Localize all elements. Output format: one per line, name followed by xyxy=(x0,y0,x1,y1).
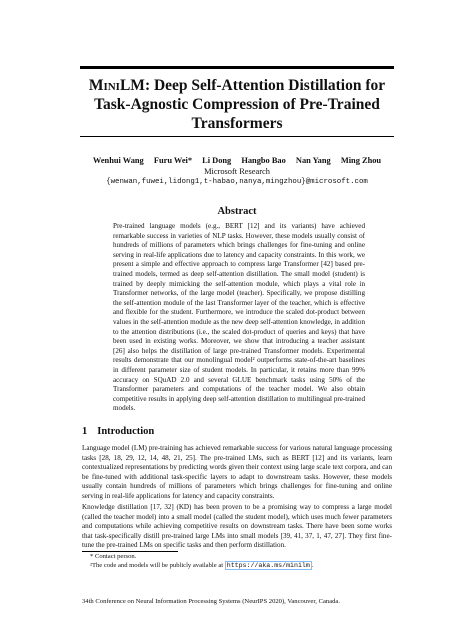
author-name: Li Dong xyxy=(202,156,232,165)
abstract-heading: Abstract xyxy=(217,206,257,217)
abstract-text: Pre-trained language models (e.g., BERT [12] and its variants) have achieved remarkable success in varieties of NLP tasks. However, these models usually consist of hundreds of millions of parameters which brings challenges for fine-tuning and online serving in real-life applications due to latency and capacity constraints. In this work, we present a simple and effective approach to compress large Transformer [42] based pre-trained models, termed as deep self-attention distillation. The small model (student) is trained by deeply mimicking the self-attention module, which plays a vital role in Transformer networks, of the large model (teacher). Specifically, we propose distilling the self-attention module of the last Transformer layer of the teacher, which is effective and flexible for the student. Furthermore, we introduce the scaled dot-product between values in the self-attention module as the new deep self-attention knowledge, in addition to the attention distributions (i.e., the scaled dot-product of queries and keys) that have been used in existing works. Moreover, we show that introducing a teacher assistant [26] also helps the distillation of large pre-trained Transformer models. Experimental results demonstrate that our monolingual model² outperforms state-of-the-art baselines in different parameter size of student models. In particular, it retains more than 99% accuracy on SQuAD 2.0 and several GLUE benchmark tasks using 50% of the Transformer parameters and computations of the teacher model. We also obtain competitive results in applying deep self-attention distillation to multilingual pre-trained models. xyxy=(113,222,365,413)
venue-note: 34th Conference on Neural Information Processing Systems (NeurIPS 2020), Vancouver, Canada. xyxy=(82,598,340,605)
footnote-contact: * Contact person. xyxy=(90,553,137,560)
author-name: Hangbo Bao xyxy=(241,156,286,165)
footnote-code-suffix: . xyxy=(311,562,314,569)
title-line1-rest: : Deep Self-Attention Distillation for xyxy=(144,77,386,94)
section-heading xyxy=(82,426,154,437)
author-emails: {wenwan,fuwei,lidong1,t-habao,nanya,mingzhou}@microsoft.com xyxy=(106,178,368,186)
title-bottom-rule xyxy=(80,136,394,137)
title-line2: Task-Agnostic Compression of Pre-Trained xyxy=(94,96,380,113)
footnote-code-prefix: ²The code and models will be publicly available at xyxy=(90,562,225,569)
title-top-rule xyxy=(80,66,394,69)
author-block xyxy=(60,155,414,188)
title-line3: Transformers xyxy=(191,115,283,132)
author-name: Nan Yang xyxy=(295,156,331,165)
paper-title xyxy=(60,76,414,133)
author-names xyxy=(60,155,414,166)
section-number: 1 xyxy=(82,426,88,437)
affiliation: Microsoft Research xyxy=(204,167,270,176)
intro-paragraph-2: Knowledge distillation [17, 32] (KD) has been proven to be a promising way to compress a large model (called the teacher model) into a small model (called the student model), which uses much fewer parameters and computations while achieving competitive results on downstream tasks. There have been some works that task-specifically distill pre-trained large LMs into small models [39, 41, 37, 1, 47, 27]. They first fine-tune the pre-trained LMs on specific tasks and then perform distillation. xyxy=(82,503,392,550)
footnote-code xyxy=(90,561,390,570)
author-name: Furu Wei* xyxy=(153,156,193,165)
title-model-name: MiniLM xyxy=(88,77,145,94)
section-title: Introduction xyxy=(97,426,155,437)
intro-paragraph-1: Language model (LM) pre-training has achieved remarkable success for various natural language processing tasks [28, 18, 29, 12, 14, 48, 21, 25]. The pre-trained LMs, such as BERT [12] and its variants, learn contextualized representations by predicting words given their context using large scale text corpora, and can be fine-tuned with additional task-specific layers to adapt to downstream tasks. However, these models usually contain hundreds of millions of parameters which brings challenges for fine-tuning and online serving in real-life applications for latency and capacity constraints. xyxy=(82,444,392,500)
footnotes xyxy=(90,552,390,570)
code-url-link[interactable]: https://aka.ms/minilm xyxy=(226,562,310,569)
author-name: Wenhui Wang xyxy=(92,156,144,165)
author-name: Ming Zhou xyxy=(340,156,382,165)
